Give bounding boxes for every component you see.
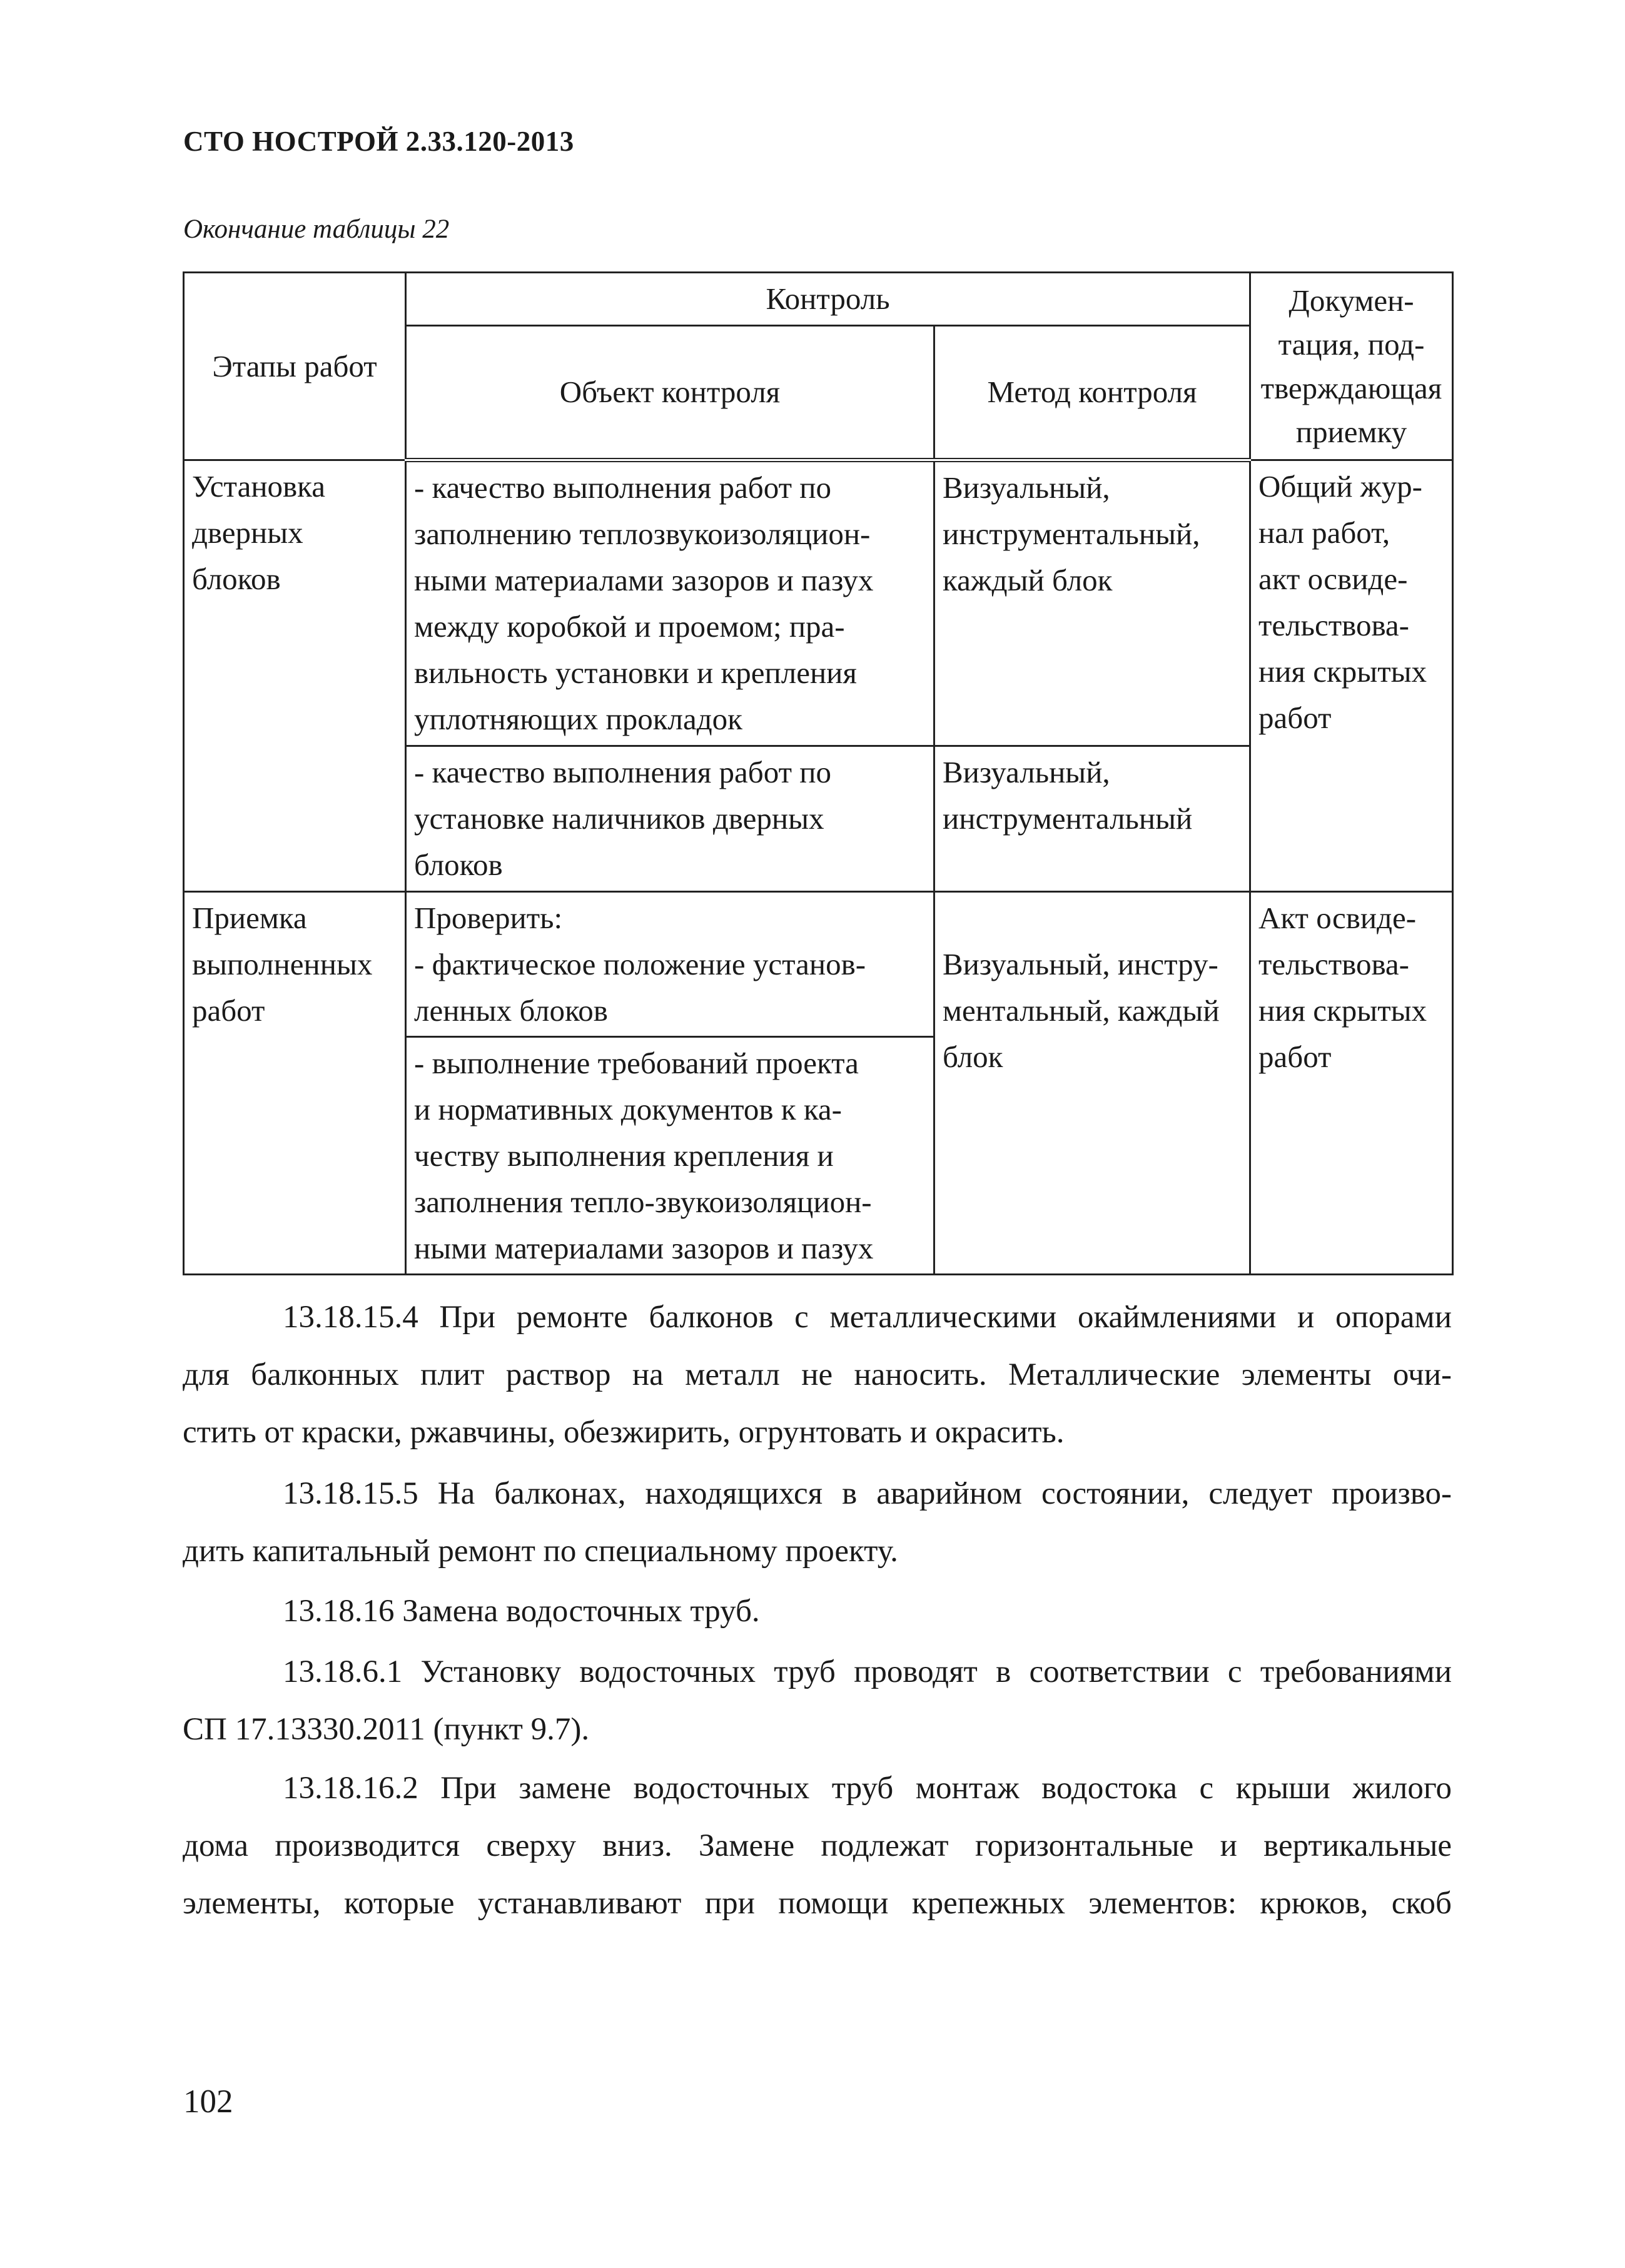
paragraph-line: для балконных плит раствор на металл не наносить. Металлические элементы очи- [183,1357,1452,1392]
paragraph-13-18-6-1 [183,1643,1452,1758]
object-cell: - качество выполнения работ по установке наличников дверных блоков [406,746,934,892]
table-row [184,892,1453,1037]
method-cell: Визуальный, инструментальный, каждый блок [934,460,1250,746]
header-stages: Этапы работ [184,273,406,460]
method-cell: Визуальный, инструментальный [934,746,1250,892]
object-cell: Проверить: - фактическое положение установ- ленных блоков [406,892,934,1037]
header-documentation: Докумен- тация, под- тверждающая приемку [1250,273,1453,460]
paragraph-line: 13.18.16 Замена водосточных труб. [283,1594,760,1629]
header-object: Объект контроля [406,326,934,460]
paragraph-line: 13.18.15.5 На балконах, находящихся в аварийном состоянии, следует произво- [283,1476,1452,1511]
table-caption: Окончание таблицы 22 [183,215,450,244]
paragraph-line: 13.18.15.4 При ремонте балконов с металлическими окаймлениями и опорами [283,1300,1452,1335]
paragraph-13-18-16 [183,1582,1452,1640]
stage-cell: Установка дверных блоков [184,460,406,892]
documentation-cell: Акт освиде- тельствова- ния скрытых работ [1250,892,1453,1275]
paragraph-line: элементы, которые устанавливают при помощи крепежных элементов: крюков, скоб [183,1886,1452,1921]
object-cell: - выполнение требований проекта и нормативных документов к ка- честву выполнения крепления и заполнения тепло-звукоизоляцион- ными материалами зазоров и пазух [406,1037,934,1275]
control-table [183,271,1454,1275]
header-control: Контроль [406,273,1250,326]
object-cell: - качество выполнения работ по заполнению теплозвукоизоляцион- ными материалами зазоров и пазух между коробкой и проемом; пра- вильность установки и крепления уплотняющих прокладок [406,460,934,746]
paragraph-line: дома производится сверху вниз. Замене подлежат горизонтальные и вертикальные [183,1828,1452,1863]
table-row [184,460,1453,746]
documentation-cell: Общий жур- нал работ, акт освиде- тельствова- ния скрытых работ [1250,460,1453,892]
paragraph-line: СП 17.13330.2011 (пункт 9.7). [183,1712,590,1747]
paragraph-13-18-15-4 [183,1288,1452,1461]
paragraph-13-18-15-5 [183,1465,1452,1580]
document-code: СТО НОСТРОЙ 2.33.120-2013 [183,126,574,157]
stage-cell: Приемка выполненных работ [184,892,406,1275]
paragraph-line: 13.18.16.2 При замене водосточных труб монтаж водостока с крыши жилого [283,1771,1452,1806]
paragraph-line: 13.18.6.1 Установку водосточных труб проводят в соответствии с требованиями [283,1654,1452,1689]
header-method: Метод контроля [934,326,1250,460]
paragraph-line: стить от краски, ржавчины, обезжирить, огрунтовать и окрасить. [183,1415,1065,1450]
paragraph-13-18-16-2 [183,1759,1452,1932]
paragraph-line: дить капитальный ремонт по специальному проекту. [183,1534,898,1569]
page-number: 102 [183,2083,233,2120]
method-cell: Визуальный, инстру- ментальный, каждый блок [934,892,1250,1275]
